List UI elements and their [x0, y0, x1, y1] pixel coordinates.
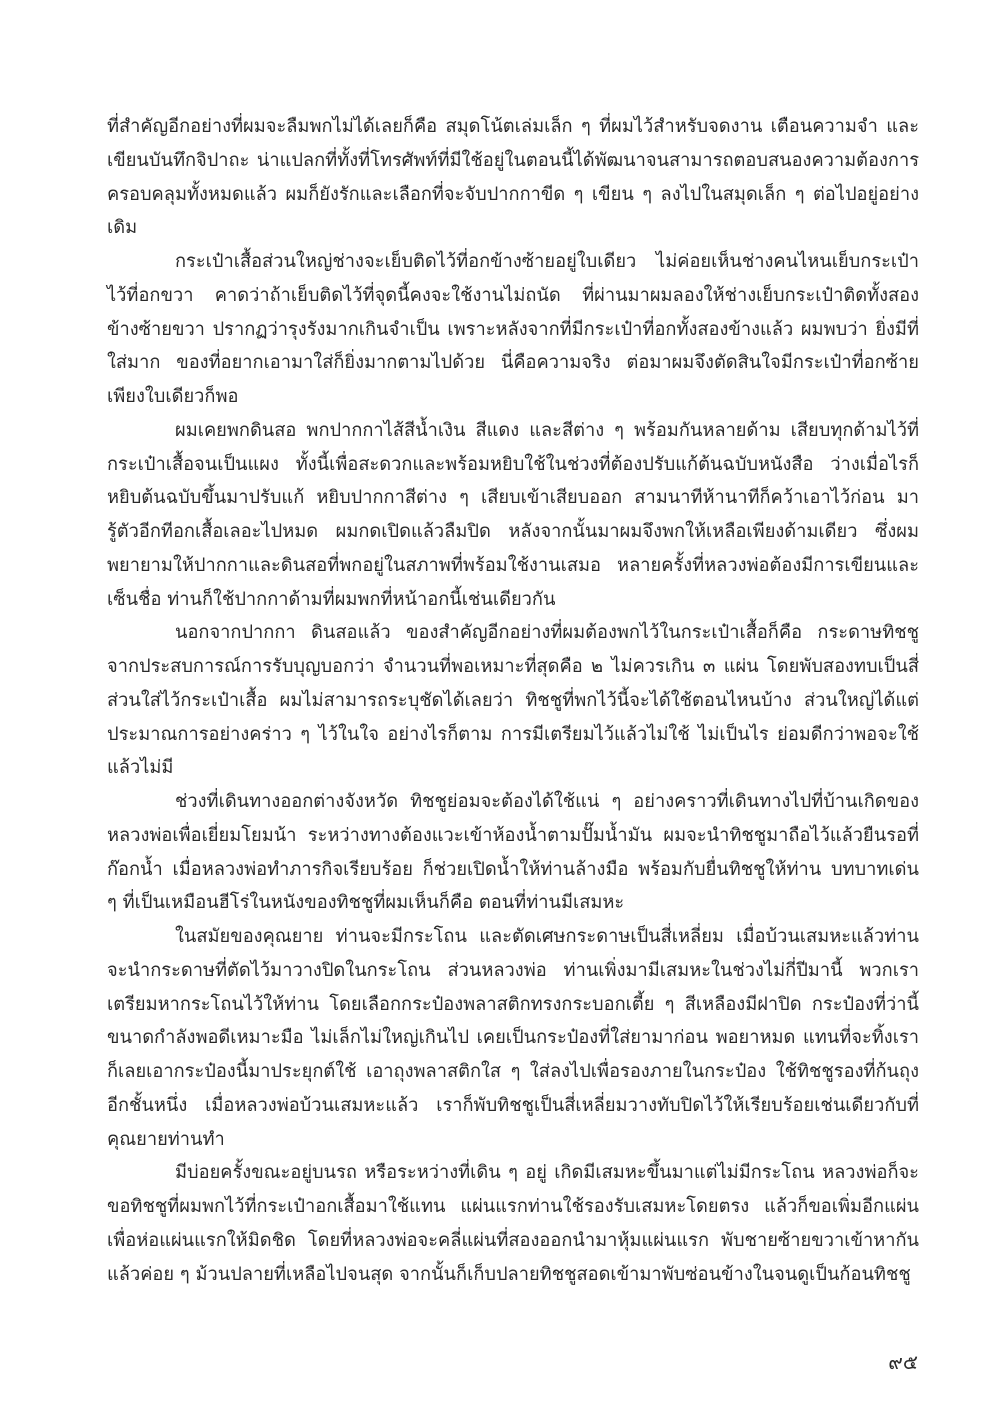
paragraph-7: มีบ่อยครั้งขณะอยู่บนรถ หรือระหว่างที่เดิน ๆ อยู่ เกิดมีเสมหะขึ้นมาแต่ไม่มีกระโถน หลวงพ่อก็จะขอทิชชูที่ผมพกไว้ที่กระเป๋าอกเสื้อมาใช้แทน แผ่นแรกท่านใช้รองรับเสมหะโดยตรง แล้วก็ขอเพิ่มอีกแผ่นเพื่อห่อแผ่นแรกให้มิดชิด โดยที่หลวงพ่อจะคลี่แผ่นที่สองออกนำมาหุ้มแผ่นแรก พับชายซ้ายขวาเข้าหากันแล้วค่อย ๆ ม้วนปลายที่เหลือไปจนสุด จากนั้นก็เก็บปลายทิชชูสอดเข้ามาพับซ่อนข้างในจนดูเป็นก้อนทิชชู [107, 1162, 919, 1285]
paragraph-2: กระเป๋าเสื้อส่วนใหญ่ช่างจะเย็บติดไว้ที่อกข้างซ้ายอยู่ใบเดียว ไม่ค่อยเห็นช่างคนไหนเย็บกระเป๋าไว้ที่อกขวา คาดว่าถ้าเย็บติดไว้ที่จุดนี้คงจะใช้งานไม่ถนัด ที่ผ่านมาผมลองให้ช่างเย็บกระเป๋าติดทั้งสองข้างซ้ายขวา ปรากฏว่ารุงรังมากเกินจำเป็น เพราะหลังจากที่มีกระเป๋าที่อกทั้งสองข้างแล้ว ผมพบว่า ยิ่งมีที่ใส่มาก ของที่อยากเอามาใส่ก็ยิ่งมากตามไปด้วย นี่คือความจริง ต่อมาผมจึงตัดสินใจมีกระเป๋าที่อกซ้ายเพียงใบเดียวก็พอ [107, 251, 919, 407]
paragraph-4: นอกจากปากกา ดินสอแล้ว ของสำคัญอีกอย่างที่ผมต้องพกไว้ในกระเป๋าเสื้อก็คือ กระดาษทิชชูจากประสบการณ์การรับบุญบอกว่า จำนวนที่พอเหมาะที่สุดคือ ๒ ไม่ควรเกิน ๓ แผ่น โดยพับสองทบเป็นสี่ส่วนใส่ไว้กระเป๋าเสื้อ ผมไม่สามารถระบุชัดได้เลยว่า ทิชชูที่พกไว้นี้จะได้ใช้ตอนไหนบ้าง ส่วนใหญ่ได้แต่ประมาณการอย่างคร่าว ๆ ไว้ในใจ อย่างไรก็ตาม การมีเตรียมไว้แล้วไม่ใช้ ไม่เป็นไร ย่อมดีกว่าพอจะใช้แล้วไม่มี [107, 622, 919, 779]
paragraph-1: ที่สำคัญอีกอย่างที่ผมจะลืมพกไม่ได้เลยก็คือ สมุดโน้ตเล่มเล็ก ๆ ที่ผมไว้สำหรับจดงาน เตือนความจำ และเขียนบันทึกจิปาถะ น่าแปลกที่ทั้งที่โทรศัพท์ที่มีใช้อยู่ในตอนนี้ได้พัฒนาจนสามารถตอบสนองความต้องการครอบคลุมทั้งหมดแล้ว ผมก็ยังรักและเลือกที่จะจับปากกาขีด ๆ เขียน ๆ ลงไปในสมุดเล็ก ๆ ต่อไปอยู่อย่างเดิม [107, 116, 919, 239]
body-text [107, 110, 919, 1291]
paragraph-3: ผมเคยพกดินสอ พกปากกาไส้สีน้ำเงิน สีแดง และสีต่าง ๆ พร้อมกันหลายด้าม เสียบทุกด้ามไว้ที่กระเป๋าเสื้อจนเป็นแผง ทั้งนี้เพื่อสะดวกและพร้อมหยิบใช้ในช่วงที่ต้องปรับแก้ต้นฉบับหนังสือ ว่างเมื่อไรก็หยิบต้นฉบับขึ้นมาปรับแก้ หยิบปากกาสีต่าง ๆ เสียบเข้าเสียบออก สามนาทีห้านาทีก็คว้าเอาไว้ก่อน มารู้ตัวอีกทีอกเสื้อเลอะไปหมด ผมกดเปิดแล้วลืมปิด หลังจากนั้นมาผมจึงพกให้เหลือเพียงด้ามเดียว ซึ่งผมพยายามให้ปากกาและดินสอที่พกอยู่ในสภาพที่พร้อมใช้งานเสมอ หลายครั้งที่หลวงพ่อต้องมีการเขียนและเซ็นชื่อ ท่านก็ใช้ปากกาด้ามที่ผมพกที่หน้าอกนี้เช่นเดียวกัน [107, 419, 919, 610]
paragraph-5: ช่วงที่เดินทางออกต่างจังหวัด ทิชชูย่อมจะต้องได้ใช้แน่ ๆ อย่างคราวที่เดินทางไปที่บ้านเกิดของหลวงพ่อเพื่อเยี่ยมโยมน้า ระหว่างทางต้องแวะเข้าห้องน้ำตามปั๊มน้ำมัน ผมจะนำทิชชูมาถือไว้แล้วยืนรอที่ก๊อกน้ำ เมื่อหลวงพ่อทำภารกิจเรียบร้อย ก็ช่วยเปิดน้ำให้ท่านล้างมือ พร้อมกับยื่นทิชชูให้ท่าน บทบาทเด่น ๆ ที่เป็นเหมือนฮีโร่ในหนังของทิชชูที่ผมเห็นก็คือ ตอนที่ท่านมีเสมหะ [107, 791, 919, 914]
page-number: ๙๕ [888, 1350, 918, 1374]
paragraph-6: ในสมัยของคุณยาย ท่านจะมีกระโถน และตัดเศษกระดาษเป็นสี่เหลี่ยม เมื่อบ้วนเสมหะแล้วท่านจะนำกระดาษที่ตัดไว้มาวางปิดในกระโถน ส่วนหลวงพ่อ ท่านเพิ่งมามีเสมหะในช่วงไม่กี่ปีมานี้ พวกเราเตรียมหากระโถนไว้ให้ท่าน โดยเลือกกระป๋องพลาสติกทรงกระบอกเตี้ย ๆ สีเหลืองมีฝาปิด กระป๋องที่ว่านี้ขนาดกำลังพอดีเหมาะมือ ไม่เล็กไม่ใหญ่เกินไป เคยเป็นกระป๋องที่ใส่ยามาก่อน พอยาหมด แทนที่จะทิ้งเราก็เลยเอากระป๋องนี้มาประยุกต์ใช้ เอาถุงพลาสติกใส ๆ ใส่ลงไปเพื่อรองภายในกระป๋อง ใช้ทิชชูรองที่ก้นถุง อีกชั้นหนึ่ง เมื่อหลวงพ่อบ้วนเสมหะแล้ว เราก็พับทิชชูเป็นสี่เหลี่ยมวางทับปิดไว้ให้เรียบร้อยเช่นเดียวกับที่คุณยายท่านทำ [107, 926, 919, 1150]
